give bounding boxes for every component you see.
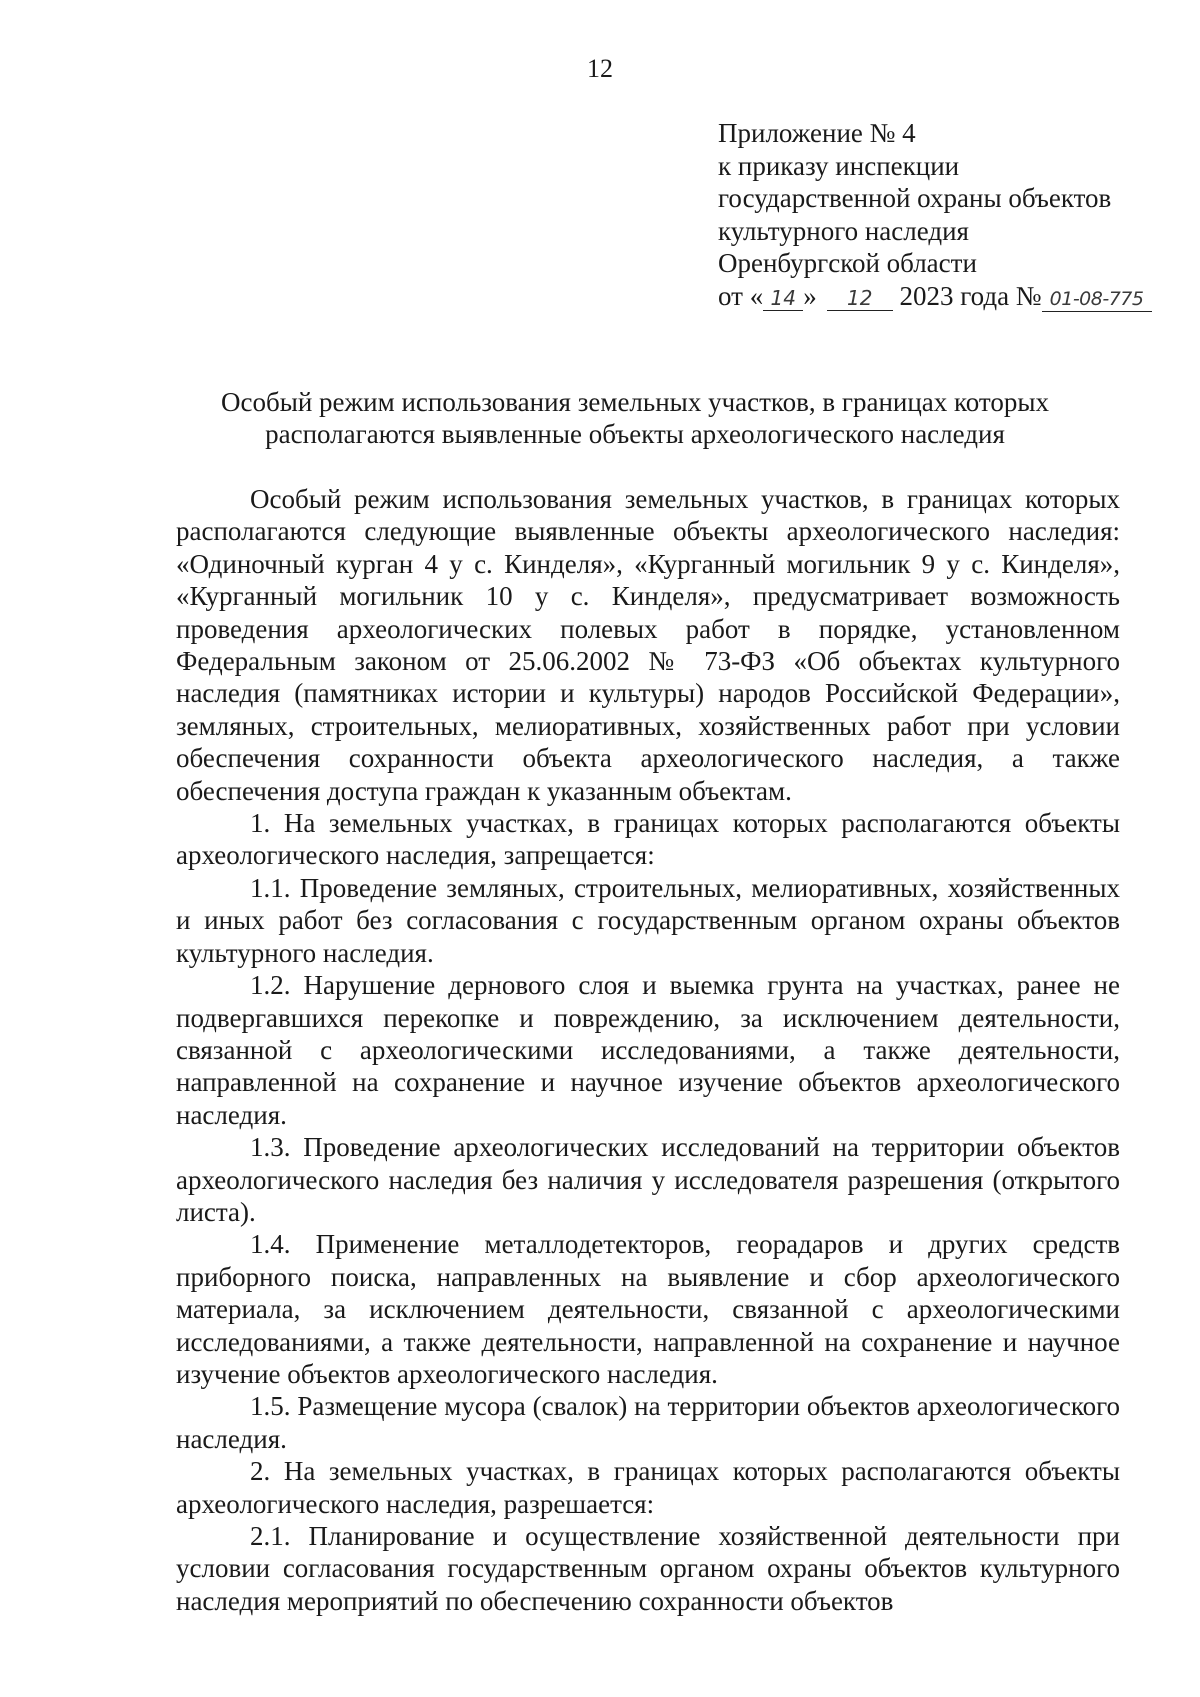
paragraph-item-1-2: 1.2. Нарушение дернового слоя и выемка грунта на участках, ранее не подвергавшихся перекопке и повреждению, за исключением деятельности, связанной с археологическими исследованиями, а также деятельности, направленной на сохранение и научное изучение объектов археологического наследия. (176, 970, 1120, 1130)
handwritten-order-number: 01-08-775 (1042, 287, 1152, 312)
document-title (170, 386, 1100, 450)
appendix-line: государственной охраны объектов (718, 183, 1112, 213)
date-mid: » (803, 280, 817, 311)
paragraph-item-2-1: 2.1. Планирование и осуществление хозяйственной деятельности при условии согласования государственным органом охраны объектов культурного наследия мероприятий по обеспечению сохранности объектов (176, 1521, 1120, 1616)
year-text: 2023 года № (899, 280, 1042, 311)
appendix-line: культурного наследия (718, 215, 969, 246)
document-body (176, 483, 1120, 1617)
handwritten-month: 12 (827, 286, 893, 311)
appendix-date-line (718, 280, 1188, 313)
date-prefix: от « (718, 280, 764, 311)
appendix-line: Оренбургской области (718, 248, 977, 278)
appendix-line: Приложение № 4 (718, 118, 916, 148)
paragraph-intro: Особый режим использования земельных участков, в границах которых располагаются следующие выявленные объекты археологического наследия: «Одиночный курган 4 у с. Кинделя», «Курганный могильник 9 у с. Кинделя», «Курганный могильник 10 у с. Кинделя», предусматривает возможность проведения археологических полевых работ в порядке, установленном Федеральным законом от 25.06.2002 № 73-ФЗ «Об объектах культурного наследия (памятниках истории и культуры) народов Российской Федерации», земляных, строительных, мелиоративных, хозяйственных работ при условии обеспечения сохранности объекта археологического наследия, а также обеспечения доступа граждан к указанным объектам. (176, 484, 1120, 806)
title-line: располагаются выявленные объекты археологического наследия (265, 419, 1005, 449)
appendix-header (718, 117, 1188, 312)
paragraph-item-1-5: 1.5. Размещение мусора (свалок) на территории объектов археологического наследия. (176, 1391, 1120, 1454)
paragraph-item-1-3: 1.3. Проведение археологических исследований на территории объектов археологического наследия без наличия у исследователя разрешения (открытого листа). (176, 1132, 1120, 1227)
handwritten-day: 14 (763, 286, 803, 311)
paragraph-item-1-1: 1.1. Проведение земляных, строительных, мелиоративных, хозяйственных и иных работ без согласования с государственным органом охраны объектов культурного наследия. (176, 872, 1120, 968)
title-line: Особый режим использования земельных участков, в границах которых (220, 387, 1050, 417)
paragraph-item-2: 2. На земельных участках, в границах которых располагаются объекты археологического наследия, разрешается: (176, 1456, 1120, 1519)
page-number: 12 (587, 54, 613, 83)
paragraph-item-1: 1. На земельных участках, в границах которых располагаются объекты археологического наследия, запрещается: (176, 808, 1120, 871)
appendix-line: к приказу инспекции (718, 150, 960, 181)
paragraph-item-1-4: 1.4. Применение металлодетекторов, георадаров и других средств приборного поиска, направленных на выявление и сбор археологического материала, за исключением деятельности, связанной с археологическими исследованиями, а также деятельности, направленной на сохранение и научное изучение объектов археологического наследия. (176, 1229, 1120, 1389)
